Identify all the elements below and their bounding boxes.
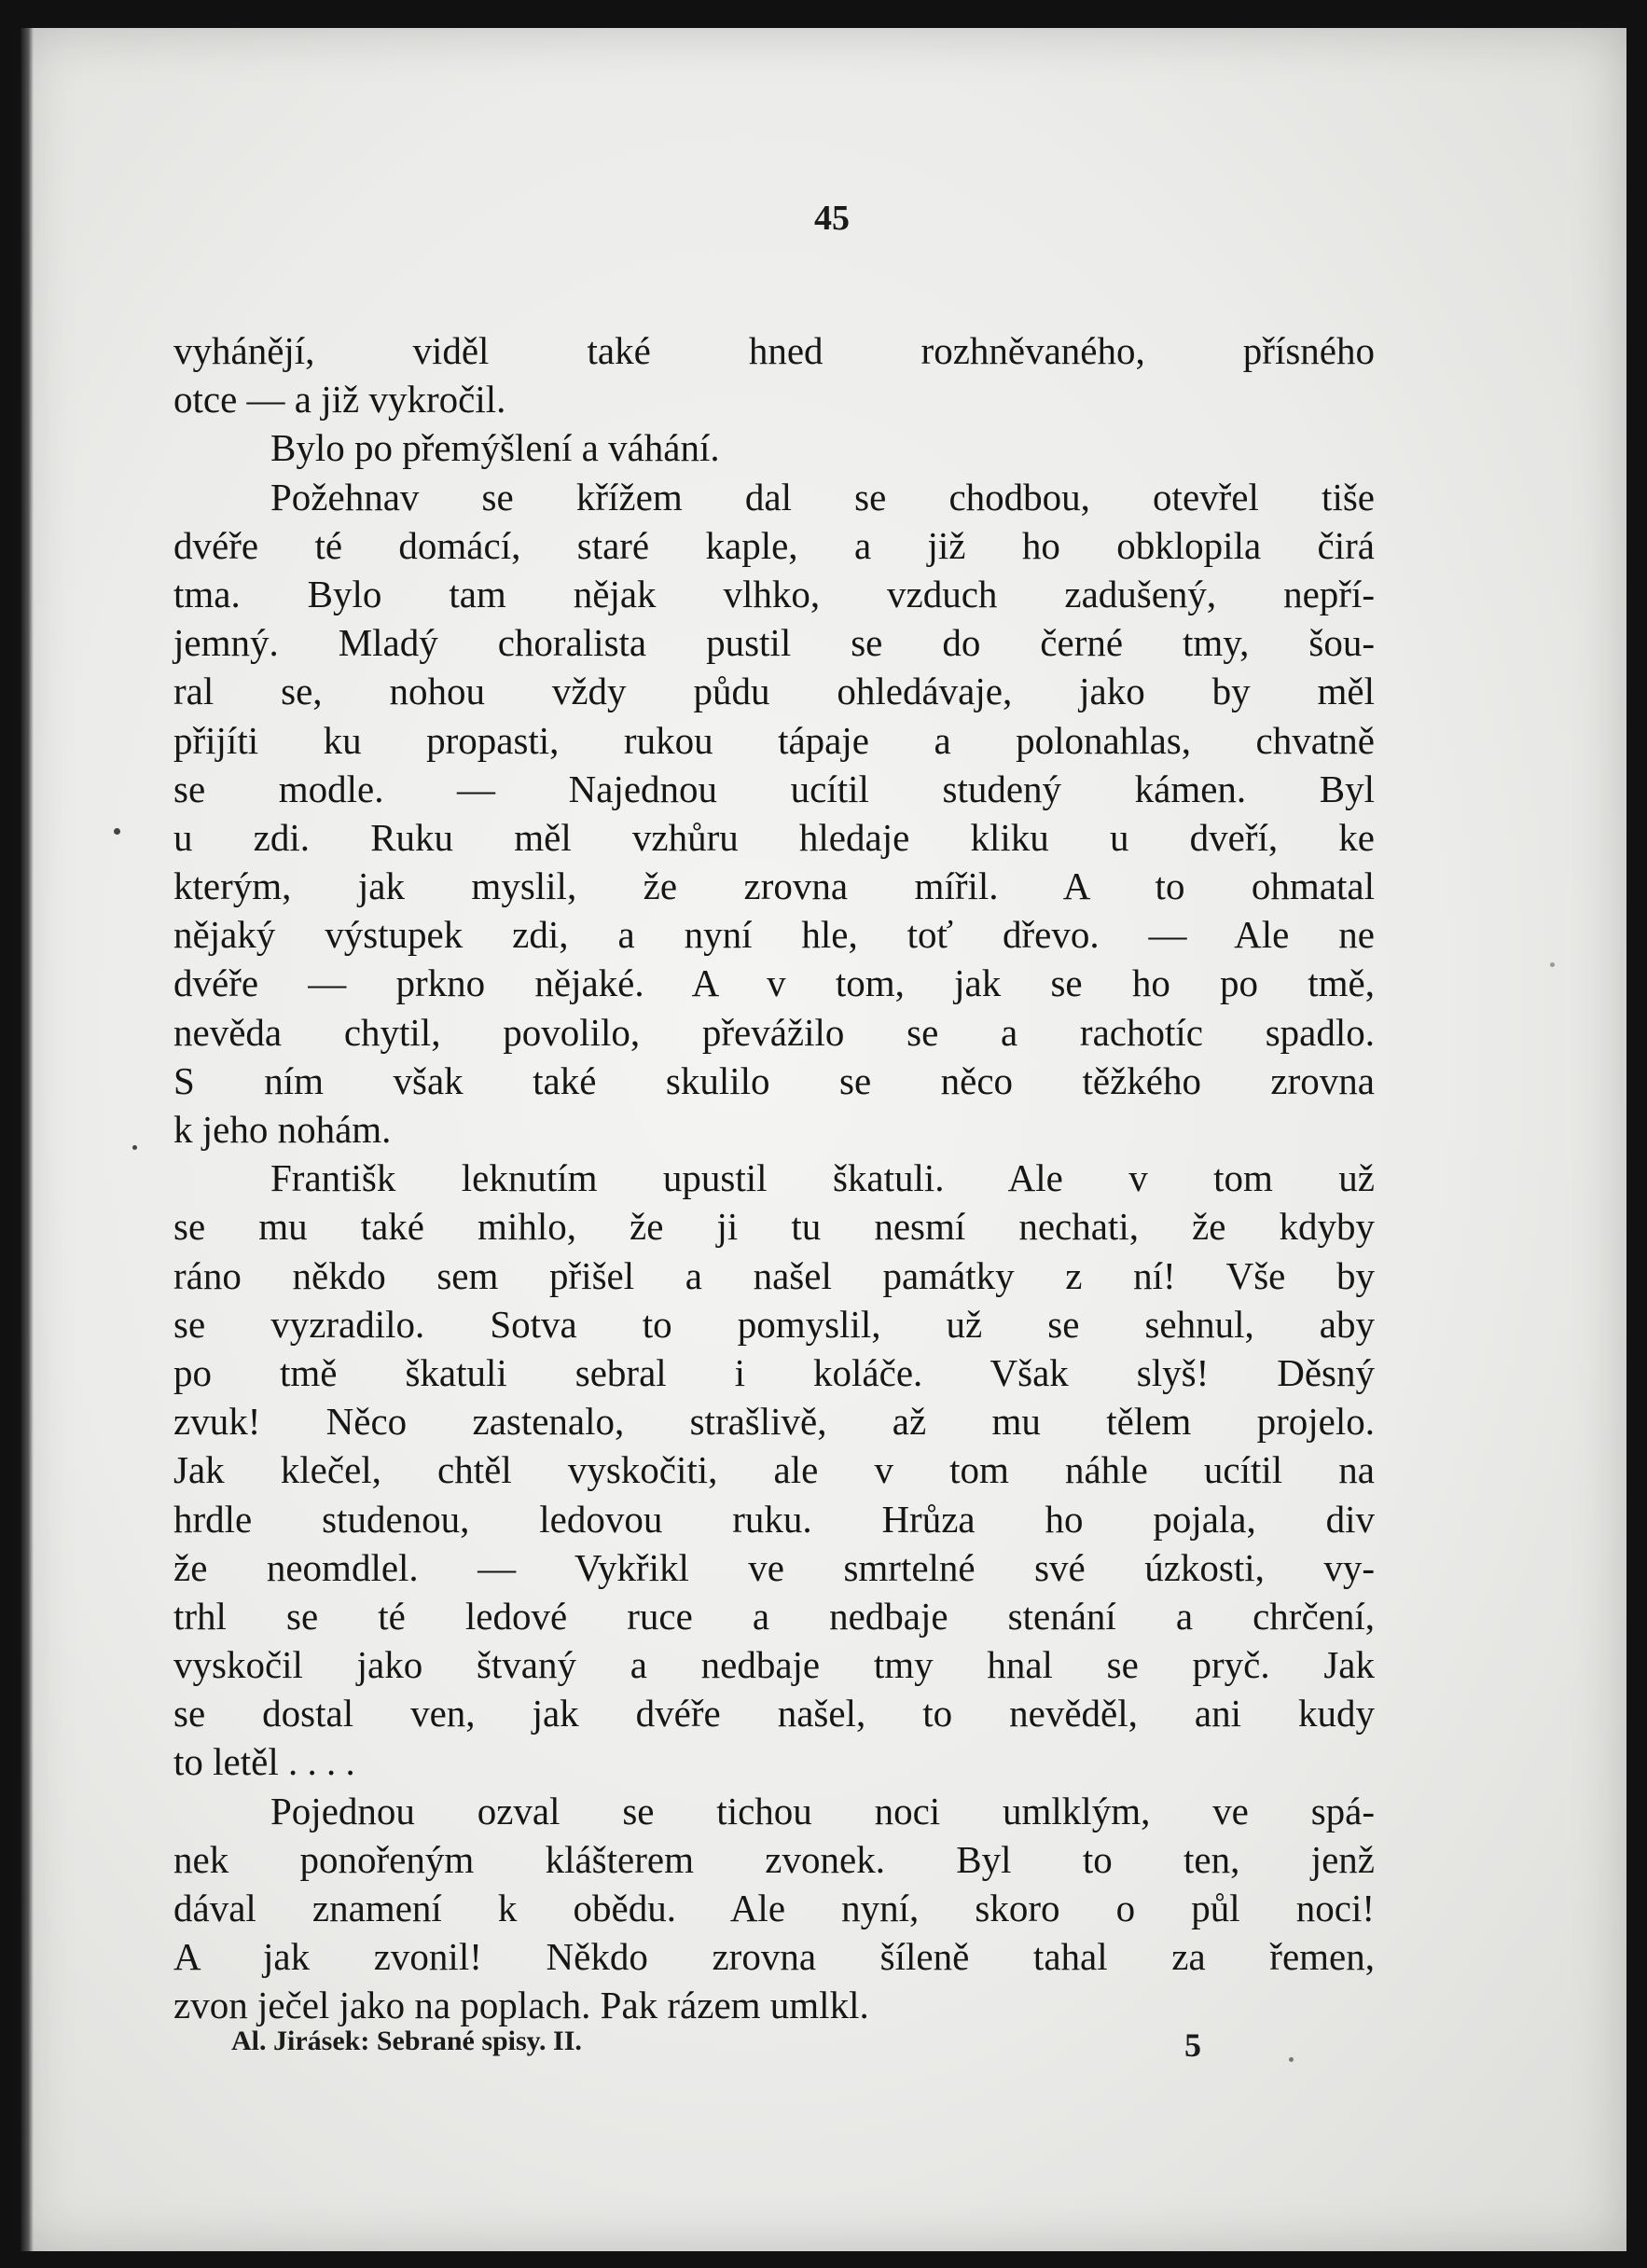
text-line: Pojednou ozval se tichou noci umlklým, ve spá- (270, 1789, 1375, 1832)
text-line: vyhánějí, viděl také hned rozhněvaného, přísného (173, 329, 1375, 372)
text-line: Jak klečel, chtěl vyskočiti, ale v tom náhle ucítil na (173, 1448, 1375, 1492)
text-line: A jak zvonil! Někdo zrovna šíleně tahal za řemen, (173, 1935, 1375, 1979)
print-speck (1289, 2057, 1294, 2062)
text-line: že neomdlel. — Vykřikl ve smrtelné své úzkosti, vy- (173, 1545, 1375, 1589)
text-line: ráno někdo sem přišel a našel památky z ní! Vše by (173, 1253, 1375, 1297)
print-speck (114, 828, 120, 835)
text-line: tma. Bylo tam nějak vlhko, vzduch zadušený, nepří- (173, 572, 1375, 615)
page-number: 45 (814, 199, 850, 238)
text-line: to letěl . . . . (173, 1740, 355, 1784)
text-line: otce — a již vykročil. (173, 378, 506, 422)
text-line: Požehnav se křížem dal se chodbou, otevřel tiše (270, 475, 1375, 519)
text-line: se mu také mihlo, že ji tu nesmí nechati, že kdyby (173, 1205, 1375, 1249)
text-line: dvéře té domácí, staré kaple, a již ho obklopila čirá (173, 523, 1375, 567)
text-line: dvéře — prkno nějaké. A v tom, jak se ho po tmě, (173, 961, 1375, 1005)
footer-signature: Al. Jirásek: Sebrané spisy. II. (231, 2026, 582, 2056)
print-speck (1550, 962, 1555, 967)
text-line: S ním však také skulilo se něco těžkého zrovna (173, 1058, 1375, 1102)
text-line: se dostal ven, jak dvéře našel, to nevěděl, ani kudy (173, 1692, 1375, 1736)
text-line: přijíti ku propasti, rukou tápaje a polonahlas, chvatně (173, 718, 1375, 762)
book-page (21, 28, 1626, 2251)
text-line: vyskočil jako štvaný a nedbaje tmy hnal se pryč. Jak (173, 1643, 1375, 1687)
text-line: trhl se té ledové ruce a nedbaje stenání a chrčení, (173, 1594, 1375, 1638)
text-line: hrdle studenou, ledovou ruku. Hrůza ho pojala, div (173, 1497, 1375, 1541)
text-line: kterým, jak myslil, že zrovna mířil. A to ohmatal (173, 864, 1375, 908)
text-line: zvon ječel jako na poplach. Pak rázem umlkl. (173, 1984, 869, 2027)
text-line: nevěda chytil, povolilo, převážilo se a rachotíc spadlo. (173, 1010, 1375, 1054)
text-line: ral se, nohou vždy půdu ohledávaje, jako by měl (173, 670, 1375, 713)
text-line: Bylo po přemýšlení a váhání. (270, 426, 720, 470)
text-line: dával znamení k obědu. Ale nyní, skoro o půl noci! (173, 1887, 1375, 1929)
text-line: se vyzradilo. Sotva to pomyslil, už se sehnul, aby (173, 1302, 1375, 1346)
text-line: nějaký výstupek zdi, a nyní hle, toť dřevo. — Ale ne (173, 913, 1375, 957)
text-line: u zdi. Ruku měl vzhůru hledaje kliku u dveří, ke (173, 815, 1375, 859)
text-line: Františk leknutím upustil škatuli. Ale v tom už (270, 1156, 1375, 1200)
body-text (173, 326, 1375, 2030)
footer-sheet-number: 5 (1184, 2026, 1201, 2064)
page-binding-edge (21, 28, 34, 2251)
text-line: se modle. — Najednou ucítil studený kámen. Byl (173, 767, 1375, 810)
text-line: po tmě škatuli sebral i koláče. Však slyš! Děsný (173, 1350, 1375, 1394)
text-line: zvuk! Něco zastenalo, strašlivě, až mu tělem projelo. (173, 1400, 1375, 1444)
text-line: jemný. Mladý choralista pustil se do černé tmy, šou- (173, 621, 1375, 665)
print-speck (132, 1145, 137, 1150)
text-line: k jeho nohám. (173, 1108, 392, 1151)
text-line: nek ponořeným klášterem zvonek. Byl to ten, jenž (173, 1837, 1375, 1881)
